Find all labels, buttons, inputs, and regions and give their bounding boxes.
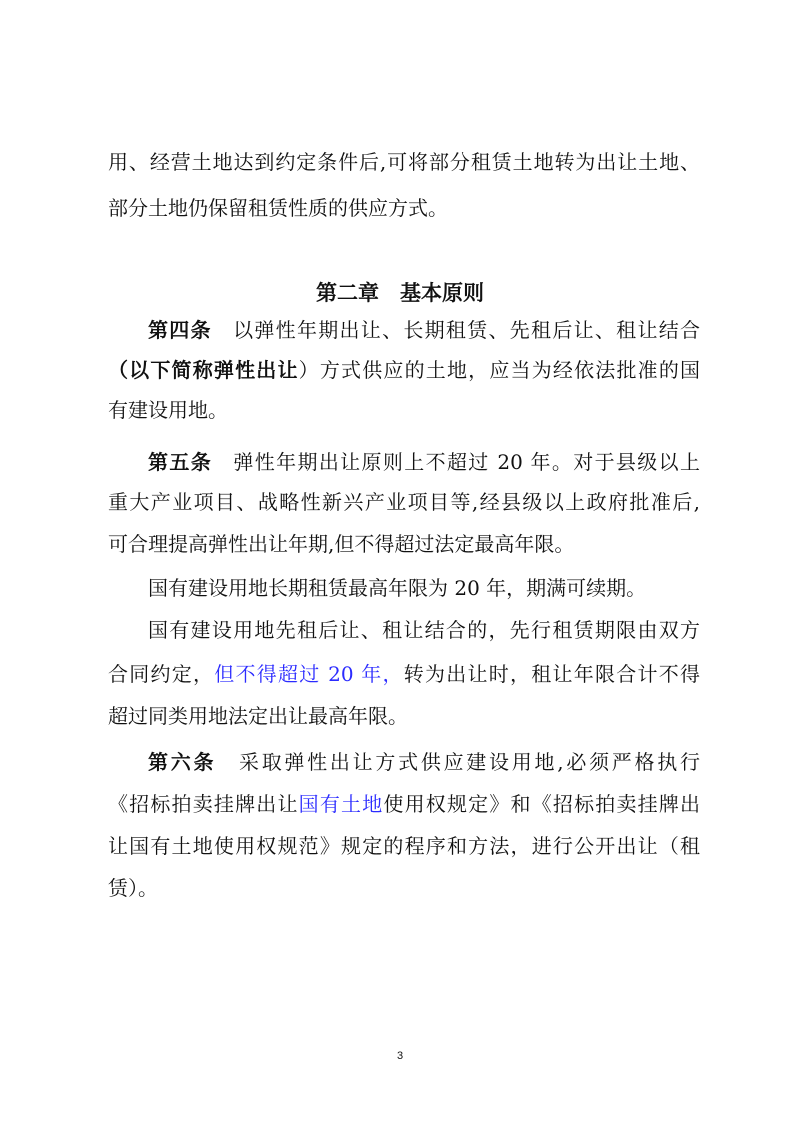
article-4-text: 以弹性年期出让、长期租赁、先租后让、租让结合 bbox=[211, 318, 701, 342]
article-6-text: 使用权规定》和《招标拍卖挂牌出 bbox=[383, 792, 701, 816]
article-4-line-2 bbox=[108, 357, 700, 383]
highlighted-text: 国有土地 bbox=[298, 792, 384, 816]
article-6-label: 第六条 bbox=[148, 750, 217, 774]
article-4-line-3: 有建设用地。 bbox=[108, 398, 228, 422]
lease-first-text: 合同约定， bbox=[108, 662, 215, 686]
lease-first-line-2 bbox=[108, 661, 700, 687]
article-4-abbrev: （以下简称弹性出让 bbox=[108, 358, 299, 382]
article-5-text: 弹性年期出让原则上不超过 20 年。对于县级以上 bbox=[212, 450, 700, 474]
article-4-text: ）方式供应的土地，应当为经依法批准的国 bbox=[298, 358, 701, 382]
article-4-label: 第四条 bbox=[148, 318, 212, 342]
article-6-text: 《招标拍卖挂牌出让 bbox=[108, 792, 299, 816]
article-6-line-1 bbox=[148, 749, 700, 775]
lease-first-line-3: 超过同类用地法定出让最高年限。 bbox=[108, 704, 408, 728]
article-5-label: 第五条 bbox=[148, 450, 213, 474]
article-6-text: 采取弹性出让方式供应建设用地,必须严格执行 bbox=[216, 750, 701, 774]
highlighted-text: 但不得超过 20 年， bbox=[214, 662, 404, 686]
chapter-title: 第二章 基本原则 bbox=[316, 281, 484, 305]
lease-first-line-1: 国有建设用地先租后让、租让结合的，先行租赁期限由双方 bbox=[148, 618, 700, 642]
article-6-line-2 bbox=[108, 791, 700, 817]
lease-paragraph: 国有建设用地长期租赁最高年限为 20 年，期满可续期。 bbox=[148, 576, 647, 600]
article-4-line-1 bbox=[148, 317, 700, 343]
article-5-line-2: 重大产业项目、战略性新兴产业项目等,经县级以上政府批准后, bbox=[108, 490, 700, 514]
article-6-line-3: 让国有土地使用权规范》规定的程序和方法，进行公开出让（租 bbox=[108, 834, 700, 858]
intro-line-1: 用、经营土地达到约定条件后,可将部分租赁土地转为出让土地、 bbox=[108, 150, 700, 174]
article-5-line-1 bbox=[148, 449, 700, 475]
intro-line-2: 部分土地仍保留租赁性质的供应方式。 bbox=[108, 196, 448, 220]
page-number: 3 bbox=[396, 1050, 404, 1062]
lease-first-text: 转为出让时，租让年限合计不得 bbox=[403, 662, 701, 686]
article-5-line-3: 可合理提高弹性出让年期,但不得超过法定最高年限。 bbox=[108, 532, 575, 556]
article-6-line-4: 赁）。 bbox=[108, 876, 158, 900]
